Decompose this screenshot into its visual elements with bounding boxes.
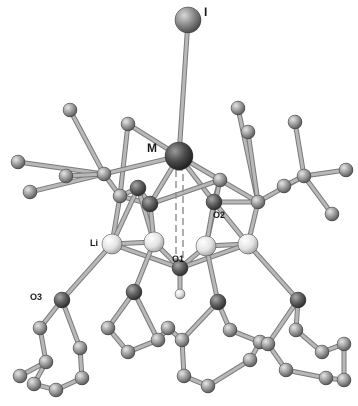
atom-layer — [11, 7, 353, 397]
carbon-atom — [251, 195, 265, 209]
carbon-atom — [223, 323, 237, 337]
carbon-atom — [11, 155, 25, 169]
carbon-atom — [121, 117, 135, 131]
oxygen-atom — [130, 180, 146, 196]
lithium-atom — [144, 232, 164, 252]
bond — [70, 110, 104, 174]
carbon-atom — [97, 167, 111, 181]
carbon-atom — [241, 125, 255, 139]
oxygen-atom — [210, 294, 226, 310]
oxygen-atom — [126, 284, 142, 300]
oxygen-atom — [142, 196, 158, 212]
carbon-atom — [337, 373, 351, 387]
carbon-atom — [23, 185, 37, 199]
carbon-atom — [297, 169, 311, 183]
carbon-atom — [261, 337, 275, 351]
dashed-metal-oxygen-bond — [176, 170, 183, 260]
carbon-atom — [39, 355, 53, 369]
oxygen-atom — [206, 194, 222, 210]
carbon-atom — [339, 163, 353, 177]
carbon-atom — [33, 321, 47, 335]
carbon-atom — [121, 345, 135, 359]
bond — [208, 360, 250, 386]
carbon-atom — [175, 333, 189, 347]
carbon-atom — [319, 371, 333, 385]
carbon-atom — [279, 363, 293, 377]
carbon-atom — [288, 115, 302, 129]
carbon-atom — [27, 377, 41, 391]
carbon-atom — [113, 189, 127, 203]
label-metal: M — [147, 141, 157, 155]
lithium-atom — [238, 234, 258, 254]
carbon-atom — [63, 103, 77, 117]
bond — [179, 20, 188, 156]
bond — [120, 124, 128, 196]
carbon-atom — [177, 369, 191, 383]
oxygen-atom — [290, 292, 306, 308]
carbon-atom — [337, 337, 351, 351]
carbon-atom — [315, 345, 329, 359]
label-oxygen-1: O1 — [172, 254, 185, 264]
iodine-atom — [175, 7, 201, 33]
lithium-atom — [196, 236, 216, 256]
carbon-atom — [49, 383, 63, 397]
carbon-atom — [75, 371, 89, 385]
carbon-atom — [151, 333, 165, 347]
hydrogen-atom — [175, 289, 185, 299]
label-oxygen-3: O3 — [30, 292, 43, 302]
metal-atom — [165, 142, 193, 170]
dashed-bond-layer — [176, 170, 183, 260]
label-oxygen-2: O2 — [213, 210, 226, 220]
carbon-atom — [101, 321, 115, 335]
carbon-atom — [201, 379, 215, 393]
label-iodine: I — [204, 5, 208, 19]
carbon-atom — [231, 101, 245, 115]
oxygen-atom — [54, 292, 70, 308]
carbon-atom — [13, 369, 27, 383]
bond — [248, 244, 298, 300]
carbon-atom — [289, 323, 303, 337]
carbon-atom — [325, 207, 339, 221]
bond — [62, 244, 112, 300]
carbon-atom — [277, 179, 291, 193]
carbon-atom — [161, 321, 175, 335]
carbon-atom — [59, 169, 73, 183]
carbon-atom — [243, 353, 257, 367]
lithium-atom — [102, 234, 122, 254]
carbon-atom — [73, 341, 87, 355]
carbon-atom — [213, 173, 227, 187]
label-lithium: Li — [90, 238, 98, 248]
bond — [295, 122, 304, 176]
